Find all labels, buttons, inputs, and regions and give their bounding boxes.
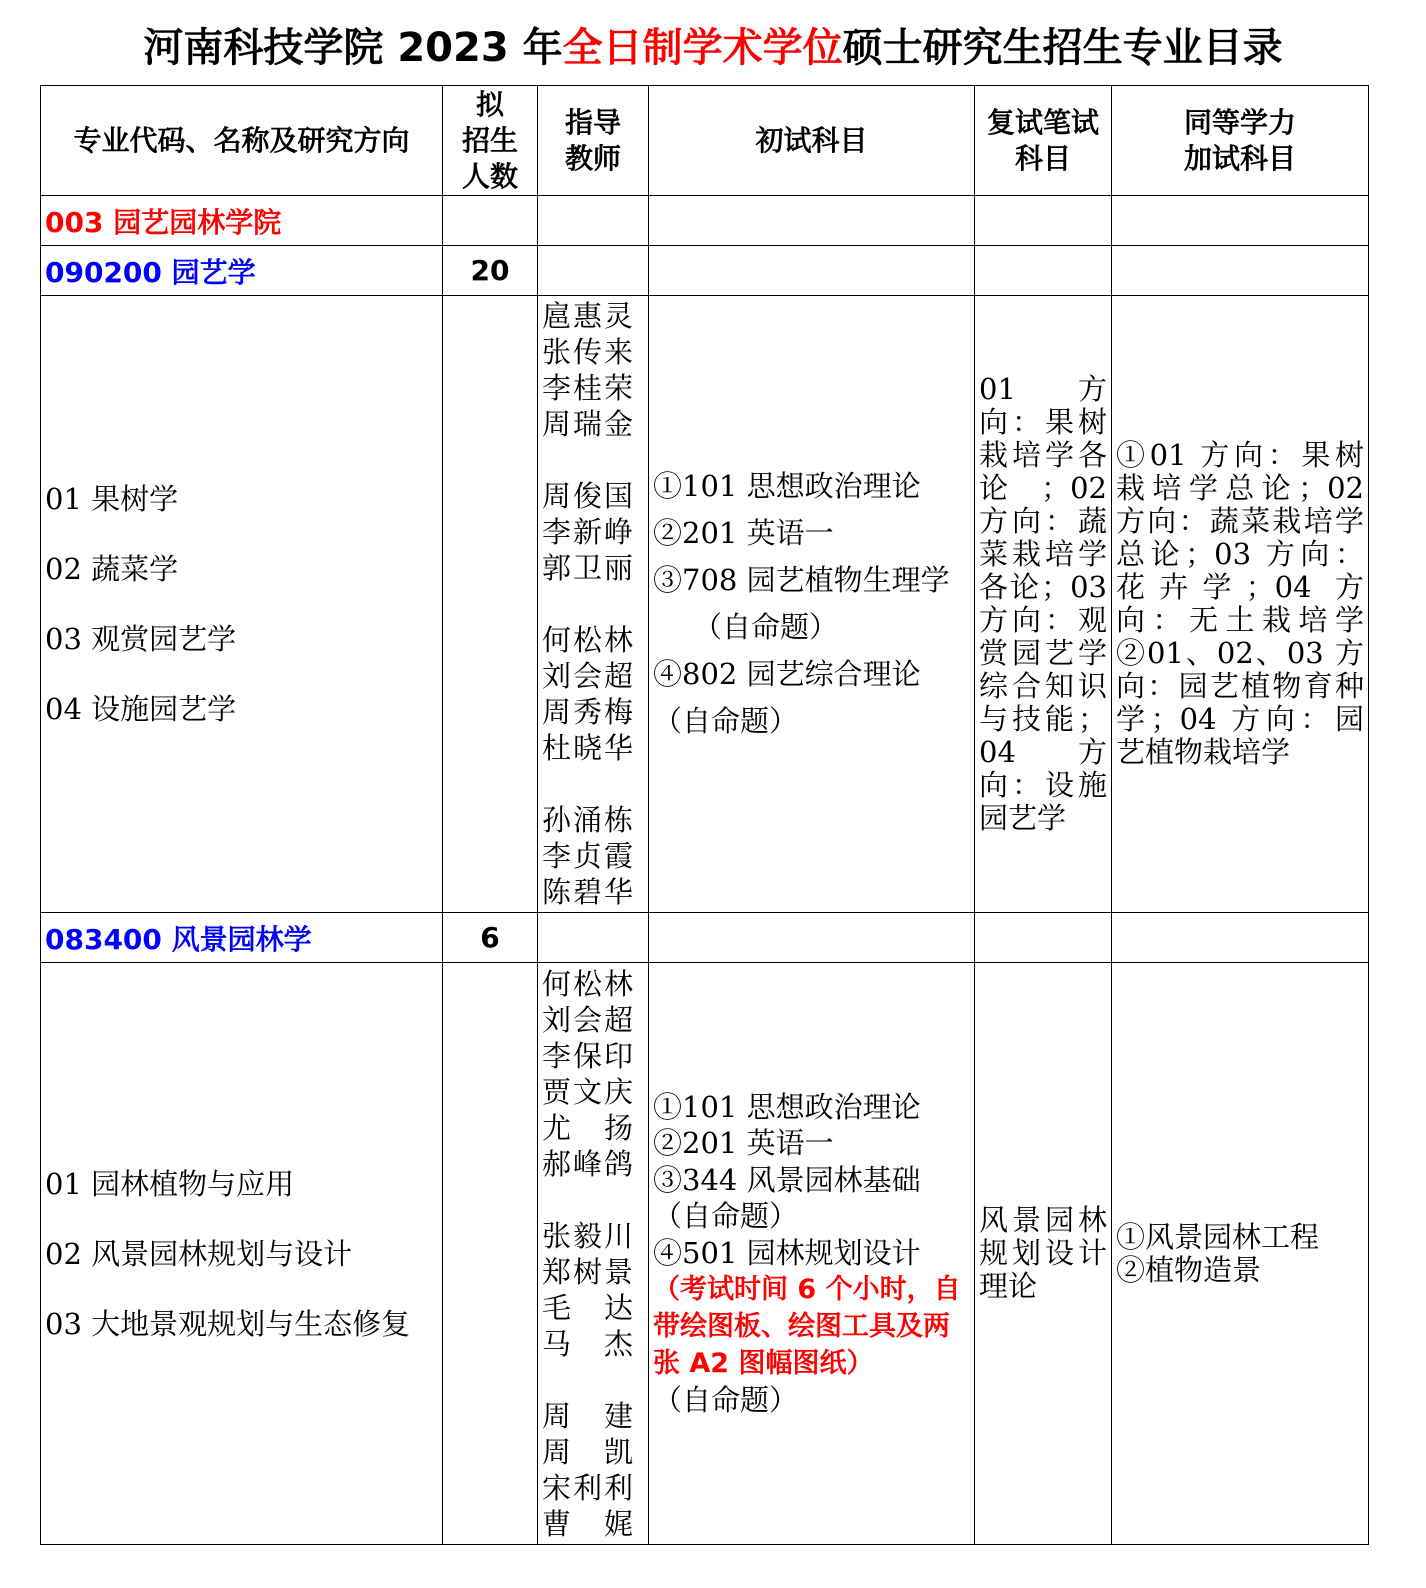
teacher-name: 周 凯 (542, 1434, 636, 1469)
header-major: 专业代码、名称及研究方向 (41, 86, 443, 196)
teacher-name: 杜晓华 (542, 731, 636, 765)
teacher-name: 周瑞金 (542, 407, 636, 441)
title-suffix: 硕士研究生招生专业目录 (842, 25, 1283, 71)
major-detail-row (41, 963, 1369, 1545)
major-quota: 20 (443, 246, 538, 296)
teacher-name: 何松林 (542, 966, 636, 1001)
title-prefix: 河南科技学院 2023 年 (143, 25, 563, 71)
direction-list (41, 296, 443, 913)
exam-item: （自命题） (693, 610, 839, 644)
teacher-name: 周 建 (542, 1398, 636, 1433)
header-exam: 初试科目 (649, 86, 975, 196)
teacher-name: 张传来 (542, 335, 636, 369)
major-name: 083400 风景园林学 (41, 913, 443, 963)
teacher-name: 郭卫丽 (542, 551, 636, 585)
exam-item: ④802 园艺综合理论 (653, 657, 921, 691)
exam-item: ②201 英语一 (653, 516, 834, 550)
header-equivalent: 同等学力 加试科目 (1112, 86, 1369, 196)
teacher-name: 扈惠灵 (542, 299, 636, 333)
direction-item: 03 观赏园艺学 (45, 622, 237, 656)
teacher-name: 周俊国 (542, 479, 636, 513)
teacher-name: 刘会超 (542, 1002, 636, 1037)
major-name: 090200 园艺学 (41, 246, 443, 296)
direction-item: 01 果树学 (45, 482, 179, 516)
teacher-name: 孙涌栋 (542, 803, 636, 837)
direction-item: 03 大地景观规划与生态修复 (45, 1306, 411, 1341)
header-teachers: 指导 教师 (538, 86, 649, 196)
exam-item: ④501 园林规划设计 (653, 1235, 921, 1270)
equivalent-item: ②植物造景 (1116, 1252, 1262, 1287)
exam-item: ①101 思想政治理论 (653, 469, 921, 503)
equivalent-subjects: ①01 方向：果树栽培学总论；02 方向：蔬菜栽培学总论；03 方向：花卉学；04 方向：无土栽培学 ②01、02、03 方向：园艺植物育种学；04 方向：园艺植物栽培学 (1112, 296, 1369, 913)
teacher-name: 何松林 (542, 623, 636, 657)
exam-item: （自命题） (653, 704, 799, 738)
teacher-name: 刘会超 (542, 659, 636, 693)
equivalent-subjects (1112, 963, 1369, 1545)
college-name: 003 园艺园林学院 (41, 196, 443, 246)
major-row (41, 246, 1369, 296)
retest-subjects: 01 方向：果树栽培学各论；02 方向：蔬菜栽培学各论；03 方向：观赏园艺学综合知识与技能；04 方向：设施园艺学 (975, 296, 1112, 913)
direction-item: 04 设施园艺学 (45, 692, 237, 726)
exam-item: ③344 风景园林基础 (653, 1162, 921, 1197)
teacher-name: 陈碧华 (542, 875, 636, 909)
direction-item: 02 蔬菜学 (45, 552, 179, 586)
teacher-name: 宋利利 (542, 1470, 636, 1505)
teacher-name: 马 杰 (542, 1326, 636, 1361)
exam-item: ②201 英语一 (653, 1126, 834, 1160)
exam-item: ③708 园艺植物生理学 (653, 563, 950, 597)
direction-item: 01 园林植物与应用 (45, 1166, 295, 1201)
direction-list (41, 963, 443, 1545)
teacher-name: 张毅川 (542, 1218, 636, 1253)
header-retest: 复试笔试 科目 (975, 86, 1112, 196)
exam-note: （考试时间 6 个小时，自带绘图板、绘图工具及两张 A2 图幅图纸） (653, 1274, 961, 1379)
teacher-name: 尤 扬 (542, 1110, 636, 1145)
exam-item: （自命题） (653, 1383, 799, 1417)
teacher-name: 李贞霞 (542, 839, 636, 873)
teacher-list (538, 963, 649, 1545)
teacher-name: 郝峰鸽 (542, 1146, 636, 1181)
page-title (0, 18, 1426, 78)
teacher-name: 李保印 (542, 1038, 636, 1073)
teacher-name: 曹 娓 (542, 1506, 636, 1541)
major-detail-row (41, 296, 1369, 913)
teacher-name: 李桂荣 (542, 371, 636, 405)
catalog-table (40, 85, 1369, 1545)
college-row (41, 196, 1369, 246)
major-quota: 6 (443, 913, 538, 963)
teacher-name: 郑树景 (542, 1254, 636, 1289)
teacher-name: 李新峥 (542, 515, 636, 549)
direction-item: 02 风景园林规划与设计 (45, 1236, 353, 1271)
major-row (41, 913, 1369, 963)
header-quota: 拟 招生 人数 (443, 86, 538, 196)
title-highlight: 全日制学术学位 (562, 25, 843, 71)
retest-subjects: 风景园林规划设计理论 (975, 963, 1112, 1545)
exam-item: ①101 思想政治理论 (653, 1089, 921, 1124)
exam-subjects (649, 963, 975, 1545)
teacher-name: 周秀梅 (542, 695, 636, 729)
teacher-name: 贾文庆 (542, 1074, 636, 1109)
teacher-list (538, 296, 649, 913)
teacher-name: 毛 达 (542, 1290, 636, 1325)
exam-subjects (649, 296, 975, 913)
header-row (41, 86, 1369, 196)
exam-item: （自命题） (653, 1199, 799, 1233)
equivalent-item: ①风景园林工程 (1116, 1219, 1320, 1254)
